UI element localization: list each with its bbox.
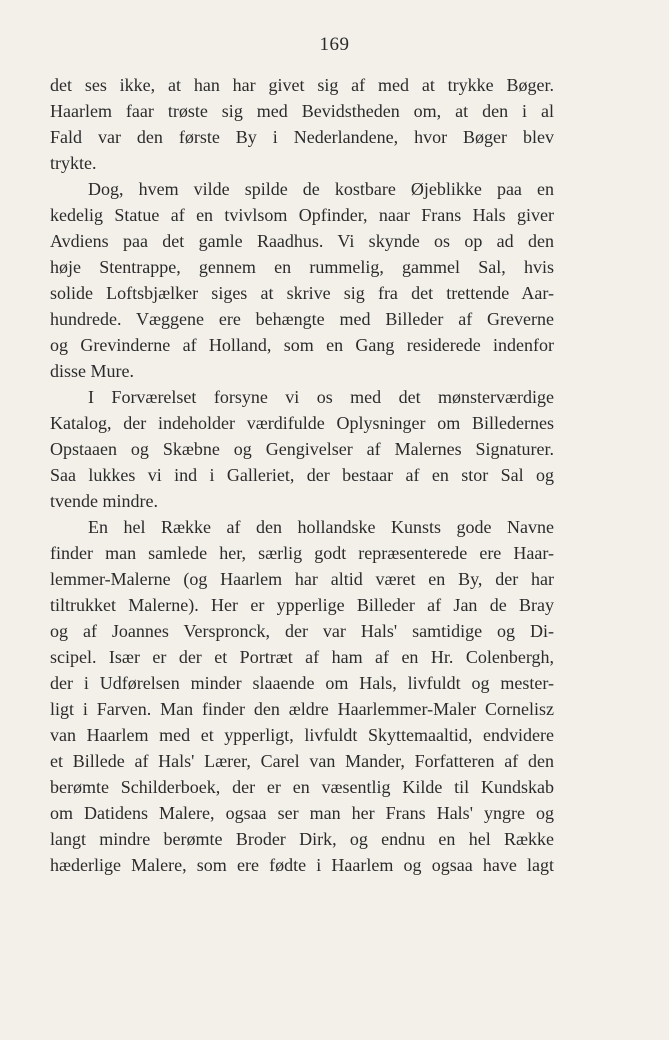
text-line: det ses ikke, at han har givet sig af med at trykke Bøger. <box>50 75 554 95</box>
text-line: Katalog, der indeholder værdifulde Oplysninger om Billedernes <box>50 413 554 433</box>
text-line: og Grevinderne af Holland, som en Gang residerede indenfor <box>50 335 554 355</box>
text-line: høje Stentrappe, gennem en rummelig, gammel Sal, hvis <box>50 257 554 277</box>
text-line: En hel Række af den hollandske Kunsts gode Navne <box>88 517 554 537</box>
text-line: tiltrukket Malerne). Her er ypperlige Billeder af Jan de Bray <box>50 595 554 615</box>
text-line: Dog, hvem vilde spilde de kostbare Øjeblikke paa en <box>88 179 554 199</box>
text-line: om Datidens Malere, ogsaa ser man her Frans Hals' yngre og <box>50 803 554 823</box>
text-line: finder man samlede her, særlig godt repræsenterede ere Haar- <box>50 543 554 563</box>
text-line: der i Udførelsen minder slaaende om Hals, livfuldt og mester- <box>50 673 554 693</box>
text-line: van Haarlem med et ypperligt, livfuldt Skyttemaaltid, endvidere <box>50 725 554 745</box>
text-line: Opstaaen og Skæbne og Gengivelser af Malernes Signaturer. <box>50 439 554 459</box>
text-line: Avdiens paa det gamle Raadhus. Vi skynde os op ad den <box>50 231 554 251</box>
text-line: langt mindre berømte Broder Dirk, og endnu en hel Række <box>50 829 554 849</box>
text-line: Saa lukkes vi ind i Galleriet, der bestaar af en stor Sal og <box>50 465 554 485</box>
text-line: et Billede af Hals' Lærer, Carel van Mander, Forfatteren af den <box>50 751 554 771</box>
text-line: Haarlem faar trøste sig med Bevidstheden om, at den i al <box>50 101 554 121</box>
text-line: tvende mindre. <box>50 491 158 511</box>
page-number: 169 <box>319 34 350 55</box>
text-line: disse Mure. <box>50 361 134 381</box>
text-line: og af Joannes Verspronck, der var Hals' samtidige og Di- <box>50 621 554 641</box>
text-line: lemmer-Malerne (og Haarlem har altid været en By, der har <box>50 569 554 589</box>
text-line: kedelig Statue af en tvivlsom Opfinder, naar Frans Hals giver <box>50 205 554 225</box>
text-line: Fald var den første By i Nederlandene, hvor Bøger blev <box>50 127 554 147</box>
body-text <box>50 72 554 878</box>
text-line: hundrede. Væggene ere behængte med Billeder af Greverne <box>50 309 554 329</box>
text-line: I Forværelset forsyne vi os med det mønsterværdige <box>88 387 554 407</box>
text-line: ligt i Farven. Man finder den ældre Haarlemmer-Maler Cornelisz <box>50 699 554 719</box>
text-line: hæderlige Malere, som ere fødte i Haarlem og ogsaa have lagt <box>50 855 554 875</box>
text-line: berømte Schilderboek, der er en væsentlig Kilde til Kundskab <box>50 777 554 797</box>
text-line: trykte. <box>50 153 97 173</box>
text-line: solide Loftsbjælker siges at skrive sig fra det trettende Aar- <box>50 283 554 303</box>
text-line: scipel. Især er der et Portræt af ham af en Hr. Colenbergh, <box>50 647 554 667</box>
